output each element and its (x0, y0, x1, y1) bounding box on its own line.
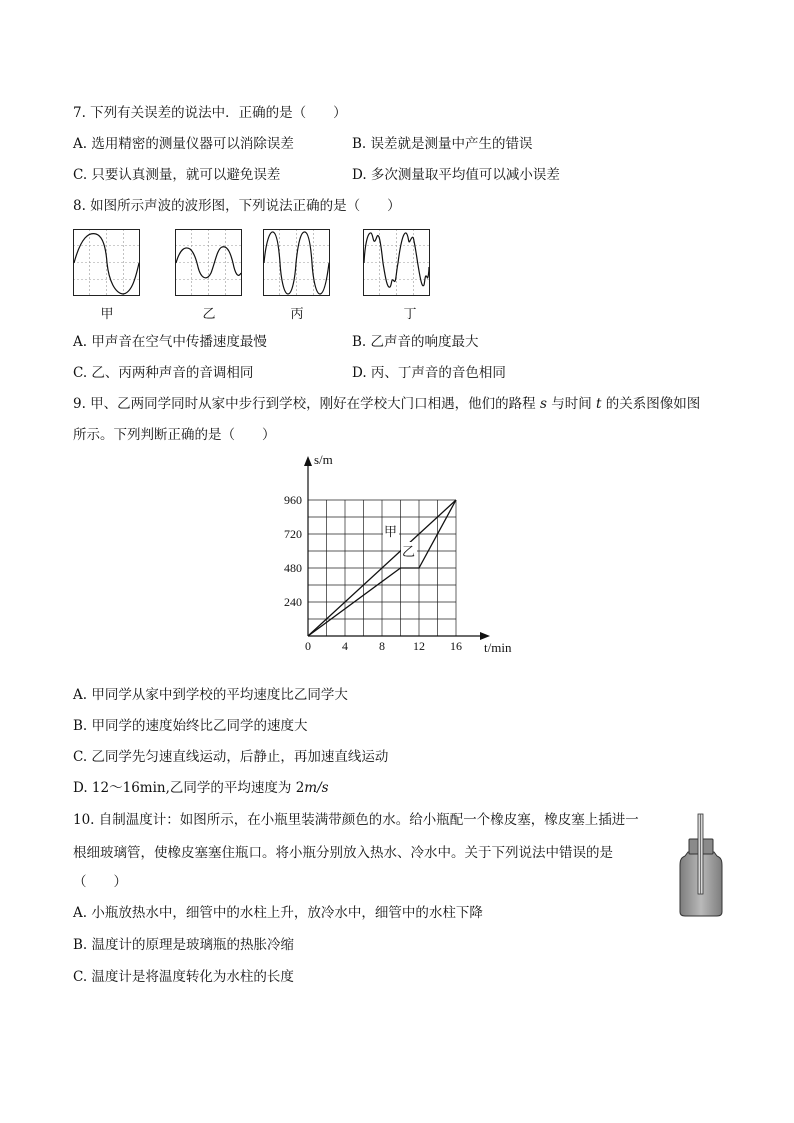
x-tick-label: 12 (413, 639, 425, 653)
q9-option-d: D. 12～16min,乙同学的平均速度为 2m/s (73, 780, 329, 796)
q7-option-a: A. 选用精密的测量仪器可以消除误差 (73, 136, 294, 152)
var-t: t (596, 396, 602, 412)
q9-stem-line1: 9. 甲、乙两同学同时从家中步行到学校，刚好在学校大门口相遇，他们的路程 s 与时间 t 的关系图像如图 (73, 396, 701, 412)
q7-option-b: B. 误差就是测量中产生的错误 (352, 136, 533, 152)
distance-time-chart (270, 448, 530, 660)
q7-option-d: D. 多次测量取平均值可以减小误差 (352, 167, 560, 183)
series-label-yi: 乙 (402, 545, 416, 560)
q10-option-c: C. 温度计是将温度转化为水柱的长度 (73, 969, 294, 985)
q8-option-b: B. 乙声音的响度最大 (352, 334, 479, 350)
q8-option-d: D. 丙、丁声音的音色相同 (352, 365, 506, 381)
label-jia: 甲 (100, 307, 114, 322)
q10-stem-line3: （ ） (73, 874, 127, 890)
q10-option-b: B. 温度计的原理是玻璃瓶的热胀冷缩 (73, 937, 295, 953)
q9-option-a: A. 甲同学从家中到学校的平均速度比乙同学大 (73, 687, 348, 703)
x-tick-label: 0 (305, 639, 311, 653)
x-axis-label: t/min (484, 640, 512, 655)
y-axis-arrow (304, 456, 312, 466)
x-tick-label: 8 (379, 639, 385, 653)
y-tick-label: 240 (284, 594, 302, 609)
label-bing: 丙 (290, 307, 304, 322)
y-tick-label: 480 (284, 560, 302, 575)
q7-option-c: C. 只要认真测量，就可以避免误差 (73, 167, 281, 183)
y-axis-label: s/m (314, 452, 333, 467)
q8-stem: 8. 如图所示声波的波形图，下列说法正确的是（ ） (73, 198, 401, 214)
label-ding: 丁 (403, 307, 417, 322)
q10-option-a: A. 小瓶放热水中，细管中的水柱上升，放冷水中，细管中的水柱下降 (73, 905, 483, 921)
x-tick-label: 16 (450, 639, 462, 653)
thermometer-bottle-figure (676, 812, 726, 918)
q9-option-c: C. 乙同学先匀速直线运动，后静止，再加速直线运动 (73, 749, 389, 765)
q10-stem-line1: 10. 自制温度计：如图所示，在小瓶里装满带颜色的水。给小瓶配一个橡皮塞，橡皮塞上插进一 (73, 812, 639, 828)
q7-stem: 7. 下列有关误差的说法中．正确的是（ ） (73, 105, 347, 121)
y-tick-label: 960 (284, 492, 302, 507)
x-tick-label: 4 (342, 639, 348, 653)
label-yi: 乙 (202, 307, 216, 322)
waveform-yi (175, 229, 243, 297)
y-tick-label: 720 (284, 526, 302, 541)
waveform-ding (363, 229, 431, 297)
var-s: s (539, 396, 547, 412)
waveform-jia (73, 229, 141, 297)
q8-option-a: A. 甲声音在空气中传播速度最慢 (73, 334, 267, 350)
chart-axes (304, 456, 490, 640)
q8-option-c: C. 乙、丙两种声音的音调相同 (73, 365, 254, 381)
x-axis-arrow (480, 632, 490, 640)
q9-option-b: B. 甲同学的速度始终比乙同学的速度大 (73, 718, 308, 734)
q9-stem-line2: 所示。下列判断正确的是（ ） (73, 427, 276, 443)
waveform-bing (263, 229, 331, 297)
q10-stem-line2: 根细玻璃管，使橡皮塞塞住瓶口。将小瓶分别放入热水、冷水中。关于下列说法中错误的是 (73, 845, 613, 861)
series-label-jia: 甲 (384, 525, 398, 540)
